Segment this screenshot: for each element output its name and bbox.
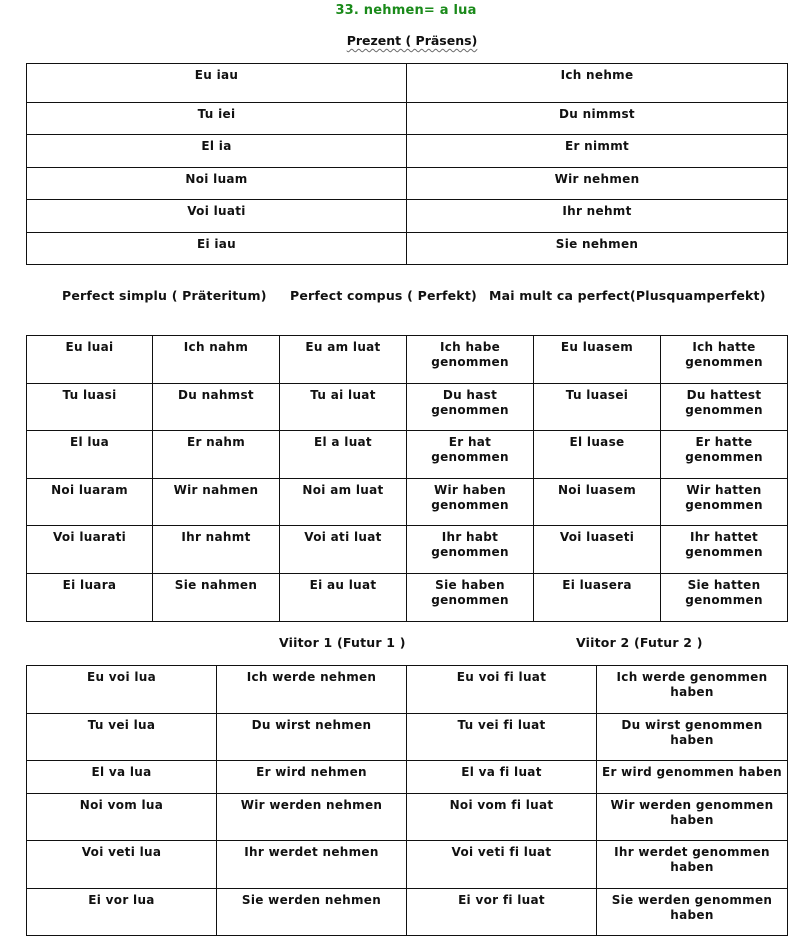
present-table (26, 63, 788, 265)
table-cell: Er wird nehmen (217, 761, 407, 794)
table-cell: Wir werden genommen haben (597, 794, 788, 841)
table-cell: Du hattest genommen (661, 384, 788, 431)
table-row (27, 479, 788, 526)
table-cell: Du hast genommen (407, 384, 534, 431)
table-cell: Tu ai luat (280, 384, 407, 431)
table-cell: Du wirst genommen haben (597, 714, 788, 761)
table-cell: Ihr hattet genommen (661, 526, 788, 574)
table-cell: Voi luaseti (534, 526, 661, 574)
table-cell: Ei au luat (280, 574, 407, 622)
table-row (27, 64, 788, 103)
future-table (26, 665, 788, 936)
table-cell: Ei luara (27, 574, 153, 622)
table-cell: Ich nehme (407, 64, 788, 103)
table-row (27, 666, 788, 714)
table-cell: Voi veti lua (27, 841, 217, 889)
table-cell: El va lua (27, 761, 217, 794)
table-cell: Ihr werdet nehmen (217, 841, 407, 889)
table-row (27, 841, 788, 889)
table-row (27, 135, 788, 168)
table-cell: Er hat genommen (407, 431, 534, 479)
table-cell: Ich werde genommen haben (597, 666, 788, 714)
table-cell: Tu iei (27, 103, 407, 135)
table-cell: Er nimmt (407, 135, 788, 168)
table-cell: Sie werden nehmen (217, 889, 407, 936)
table-row (27, 168, 788, 200)
table-cell: Ei vor lua (27, 889, 217, 936)
table-cell: Tu vei fi luat (407, 714, 597, 761)
perfect-heading: Perfect compus ( Perfekt) (290, 288, 477, 303)
table-cell: Ihr nahmt (153, 526, 280, 574)
table-cell: Eu luai (27, 336, 153, 384)
table-cell: Noi am luat (280, 479, 407, 526)
table-cell: Sie nehmen (407, 233, 788, 265)
table-row (27, 103, 788, 135)
table-cell: Ich habe genommen (407, 336, 534, 384)
table-row (27, 431, 788, 479)
table-row (27, 794, 788, 841)
table-cell: El va fi luat (407, 761, 597, 794)
table-cell: Ihr werdet genommen haben (597, 841, 788, 889)
table-cell: Ich werde nehmen (217, 666, 407, 714)
past-tenses-table (26, 335, 788, 622)
table-row (27, 200, 788, 233)
table-row (27, 526, 788, 574)
table-cell: Sie haben genommen (407, 574, 534, 622)
table-cell: Eu voi fi luat (407, 666, 597, 714)
table-cell: Ei vor fi luat (407, 889, 597, 936)
table-cell: Noi vom lua (27, 794, 217, 841)
table-cell: Er nahm (153, 431, 280, 479)
table-cell: Noi luasem (534, 479, 661, 526)
table-cell: Sie hatten genommen (661, 574, 788, 622)
future-1-heading: Viitor 1 (Futur 1 ) (279, 635, 406, 650)
pluperfect-heading: Mai mult ca perfect(Plusquamperfekt) (489, 288, 766, 303)
table-cell: Ei luasera (534, 574, 661, 622)
table-cell: Sie werden genommen haben (597, 889, 788, 936)
table-cell: Voi veti fi luat (407, 841, 597, 889)
table-cell: Wir hatten genommen (661, 479, 788, 526)
table-cell: Wir werden nehmen (217, 794, 407, 841)
table-cell: El lua (27, 431, 153, 479)
table-cell: El luase (534, 431, 661, 479)
page-title: 33. nehmen= a lua (335, 3, 477, 18)
table-cell: Noi luaram (27, 479, 153, 526)
past-simple-heading: Perfect simplu ( Präteritum) (62, 288, 267, 303)
table-cell: Du wirst nehmen (217, 714, 407, 761)
table-cell: Tu luasi (27, 384, 153, 431)
table-cell: Ich hatte genommen (661, 336, 788, 384)
table-cell: Tu vei lua (27, 714, 217, 761)
table-row (27, 336, 788, 384)
table-cell: Ich nahm (153, 336, 280, 384)
table-row (27, 761, 788, 794)
table-cell: Ihr nehmt (407, 200, 788, 233)
table-cell: Eu luasem (534, 336, 661, 384)
table-cell: Ei iau (27, 233, 407, 265)
table-row (27, 233, 788, 265)
table-cell: Voi ati luat (280, 526, 407, 574)
table-row (27, 384, 788, 431)
table-cell: Er wird genommen haben (597, 761, 788, 794)
table-cell: Noi vom fi luat (407, 794, 597, 841)
table-cell: Eu iau (27, 64, 407, 103)
table-cell: Sie nahmen (153, 574, 280, 622)
table-row (27, 714, 788, 761)
table-cell: El ia (27, 135, 407, 168)
table-cell: Wir nahmen (153, 479, 280, 526)
table-row (27, 889, 788, 936)
table-cell: Er hatte genommen (661, 431, 788, 479)
table-cell: Du nahmst (153, 384, 280, 431)
table-cell: Voi luati (27, 200, 407, 233)
present-heading: Prezent ( Präsens) (346, 33, 478, 48)
table-cell: Du nimmst (407, 103, 788, 135)
table-cell: Wir haben genommen (407, 479, 534, 526)
table-cell: Noi luam (27, 168, 407, 200)
table-cell: El a luat (280, 431, 407, 479)
table-row (27, 574, 788, 622)
table-cell: Eu am luat (280, 336, 407, 384)
table-cell: Eu voi lua (27, 666, 217, 714)
table-cell: Tu luasei (534, 384, 661, 431)
table-cell: Wir nehmen (407, 168, 788, 200)
future-2-heading: Viitor 2 (Futur 2 ) (576, 635, 703, 650)
table-cell: Ihr habt genommen (407, 526, 534, 574)
table-cell: Voi luarati (27, 526, 153, 574)
